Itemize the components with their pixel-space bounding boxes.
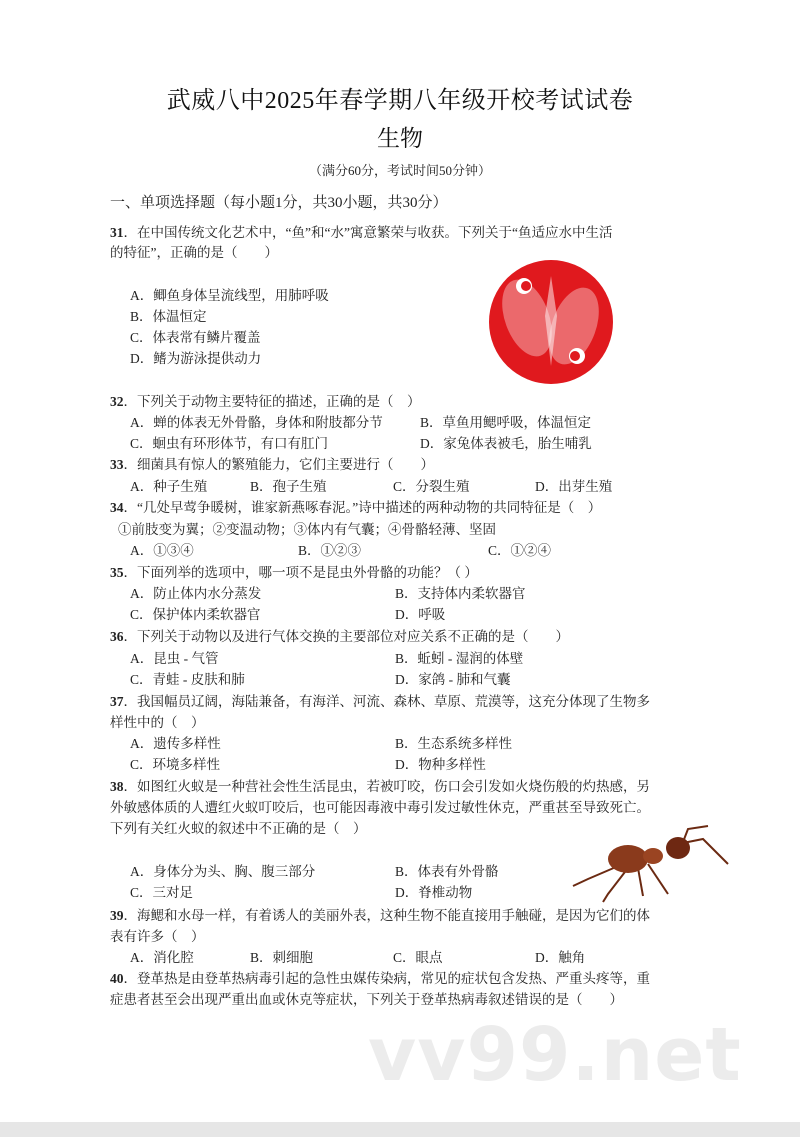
exam-note: （满分60分，考试时间50分钟） bbox=[308, 163, 491, 178]
option: C．环境多样性 bbox=[130, 757, 221, 772]
page-bottom-edge bbox=[0, 1122, 800, 1137]
option: C．保护体内柔软器官 bbox=[130, 607, 261, 622]
question-number: 39 bbox=[110, 908, 124, 923]
question-37: 37．我国幅员辽阔，海陆兼备，有海洋、河流、森林、草原、荒漠等，这充分体现了生物多 bbox=[110, 694, 650, 709]
question-number: 38 bbox=[110, 779, 124, 794]
question-text: 样性中的（ ） bbox=[110, 715, 205, 730]
question-text: 我国幅员辽阔，海陆兼备，有海洋、河流、森林、草原、荒漠等，这充分体现了生物多 bbox=[137, 694, 650, 709]
option: A．身体分为头、胸、腹三部分 bbox=[130, 864, 316, 879]
option: D．鳍为游泳提供动力 bbox=[130, 351, 262, 366]
question-text: 下列关于动物以及进行气体交换的主要部位对应关系不正确的是（ ） bbox=[137, 629, 569, 644]
question-text: 下面列举的选项中，哪一项不是昆虫外骨骼的功能？（ ） bbox=[137, 565, 478, 580]
question-text: 在中国传统文化艺术中，“鱼”和“水”寓意繁荣与收获。下列关于“鱼适应水中生活 bbox=[137, 225, 613, 240]
subject-title: 生物 bbox=[377, 126, 423, 151]
option: A．防止体内水分蒸发 bbox=[130, 586, 262, 601]
option: C．三对足 bbox=[130, 885, 194, 900]
question-number: 40 bbox=[110, 971, 124, 986]
option: B．支持体内柔软器官 bbox=[395, 586, 526, 601]
question-text: 表有许多（ ） bbox=[110, 929, 205, 944]
option: A．蝉的体表无外骨骼，身体和附肢都分节 bbox=[130, 415, 383, 430]
option: D．呼吸 bbox=[395, 607, 446, 622]
fish-papercut-image bbox=[482, 256, 620, 388]
option: C．分裂生殖 bbox=[393, 479, 470, 494]
question-38: 38．如图红火蚁是一种营社会性生活昆虫，若被叮咬，伤口会引发如火烧伤般的灼热感，另 bbox=[110, 779, 650, 794]
option: C．青蛙 - 皮肤和肺 bbox=[130, 672, 245, 687]
option: C．眼点 bbox=[393, 950, 443, 965]
option: B．生态系统多样性 bbox=[395, 736, 513, 751]
option: C．蛔虫有环形体节，有口有肛门 bbox=[130, 436, 329, 451]
fire-ant-image bbox=[568, 824, 733, 904]
question-text: 外敏感体质的人遭红火蚁叮咬后，也可能因毒液中毒引发过敏性休克，严重甚至导致死亡。 bbox=[110, 800, 650, 815]
question-number: 31 bbox=[110, 225, 124, 240]
question-number: 35 bbox=[110, 565, 124, 580]
option: D．脊椎动物 bbox=[395, 885, 473, 900]
option: B．刺细胞 bbox=[250, 950, 314, 965]
question-35: 35．下面列举的选项中，哪一项不是昆虫外骨骼的功能？（ ） bbox=[110, 565, 478, 580]
option: B．体表有外骨骼 bbox=[395, 864, 499, 879]
question-33: 33．细菌具有惊人的繁殖能力，它们主要进行（ ） bbox=[110, 457, 434, 472]
option: C．①②④ bbox=[488, 543, 552, 558]
exam-title: 武威八中2025年春学期八年级开校考试试卷 bbox=[166, 88, 634, 114]
question-text: 的特征”，正确的是（ ） bbox=[110, 245, 278, 260]
option: D．物种多样性 bbox=[395, 757, 486, 772]
option: C．体表常有鳞片覆盖 bbox=[130, 330, 261, 345]
question-number: 33 bbox=[110, 457, 124, 472]
question-number: 32 bbox=[110, 394, 124, 409]
section-heading: 一、单项选择题（每小题1分，共30小题，共30分） bbox=[110, 195, 448, 211]
question-number: 34 bbox=[110, 500, 124, 515]
option: A．遗传多样性 bbox=[130, 736, 221, 751]
option: A．①③④ bbox=[130, 543, 194, 558]
question-text: ①前肢变为翼；②变温动物；③体内有气囊；④骨骼轻薄、坚固 bbox=[118, 522, 496, 537]
question-39: 39．海鳃和水母一样，有着诱人的美丽外表，这种生物不能直接用手触碰，是因为它们的体 bbox=[110, 908, 650, 923]
option: D．家鸽 - 肺和气囊 bbox=[395, 672, 511, 687]
option: A．种子生殖 bbox=[130, 479, 208, 494]
question-text: “几处早莺争暖树，谁家新燕啄春泥。”诗中描述的两种动物的共同特征是（ ） bbox=[137, 500, 602, 515]
option: B．孢子生殖 bbox=[250, 479, 327, 494]
option: B．体温恒定 bbox=[130, 309, 207, 324]
question-40: 40．登革热是由登革热病毒引起的急性虫媒传染病，常见的症状包含发热、严重头疼等，重 bbox=[110, 971, 650, 986]
option: D．触角 bbox=[535, 950, 586, 965]
option: A．昆虫 - 气管 bbox=[130, 651, 219, 666]
question-36: 36．下列关于动物以及进行气体交换的主要部位对应关系不正确的是（ ） bbox=[110, 629, 569, 644]
question-number: 37 bbox=[110, 694, 124, 709]
option: D．出芽生殖 bbox=[535, 479, 613, 494]
question-text: 如图红火蚁是一种营社会性生活昆虫，若被叮咬，伤口会引发如火烧伤般的灼热感，另 bbox=[137, 779, 650, 794]
question-text: 海鳃和水母一样，有着诱人的美丽外表，这种生物不能直接用手触碰，是因为它们的体 bbox=[137, 908, 650, 923]
question-number: 36 bbox=[110, 629, 124, 644]
question-text: 登革热是由登革热病毒引起的急性虫媒传染病，常见的症状包含发热、严重头疼等，重 bbox=[137, 971, 650, 986]
question-32: 32．下列关于动物主要特征的描述，正确的是（ ） bbox=[110, 394, 421, 409]
question-text: 细菌具有惊人的繁殖能力，它们主要进行（ ） bbox=[137, 457, 434, 472]
question-34: 34．“几处早莺争暖树，谁家新燕啄春泥。”诗中描述的两种动物的共同特征是（ ） bbox=[110, 500, 602, 515]
option: B．①②③ bbox=[298, 543, 362, 558]
option: A．鲫鱼身体呈流线型，用肺呼吸 bbox=[130, 288, 329, 303]
question-text: 下列有关红火蚁的叙述中不正确的是（ ） bbox=[110, 821, 367, 836]
option: B．草鱼用鳃呼吸，体温恒定 bbox=[420, 415, 592, 430]
option: D．家兔体表被毛，胎生哺乳 bbox=[420, 436, 592, 451]
option: B．蚯蚓 - 湿润的体壁 bbox=[395, 651, 524, 666]
question-text: 下列关于动物主要特征的描述，正确的是（ ） bbox=[137, 394, 421, 409]
question-31: 31．在中国传统文化艺术中，“鱼”和“水”寓意繁荣与收获。下列关于“鱼适应水中生活 bbox=[110, 225, 613, 240]
option: A．消化腔 bbox=[130, 950, 194, 965]
question-text: 症患者甚至会出现严重出血或休克等症状，下列关于登革热病毒叙述错误的是（ ） bbox=[110, 992, 623, 1007]
watermark: vv99.net bbox=[368, 1012, 742, 1098]
